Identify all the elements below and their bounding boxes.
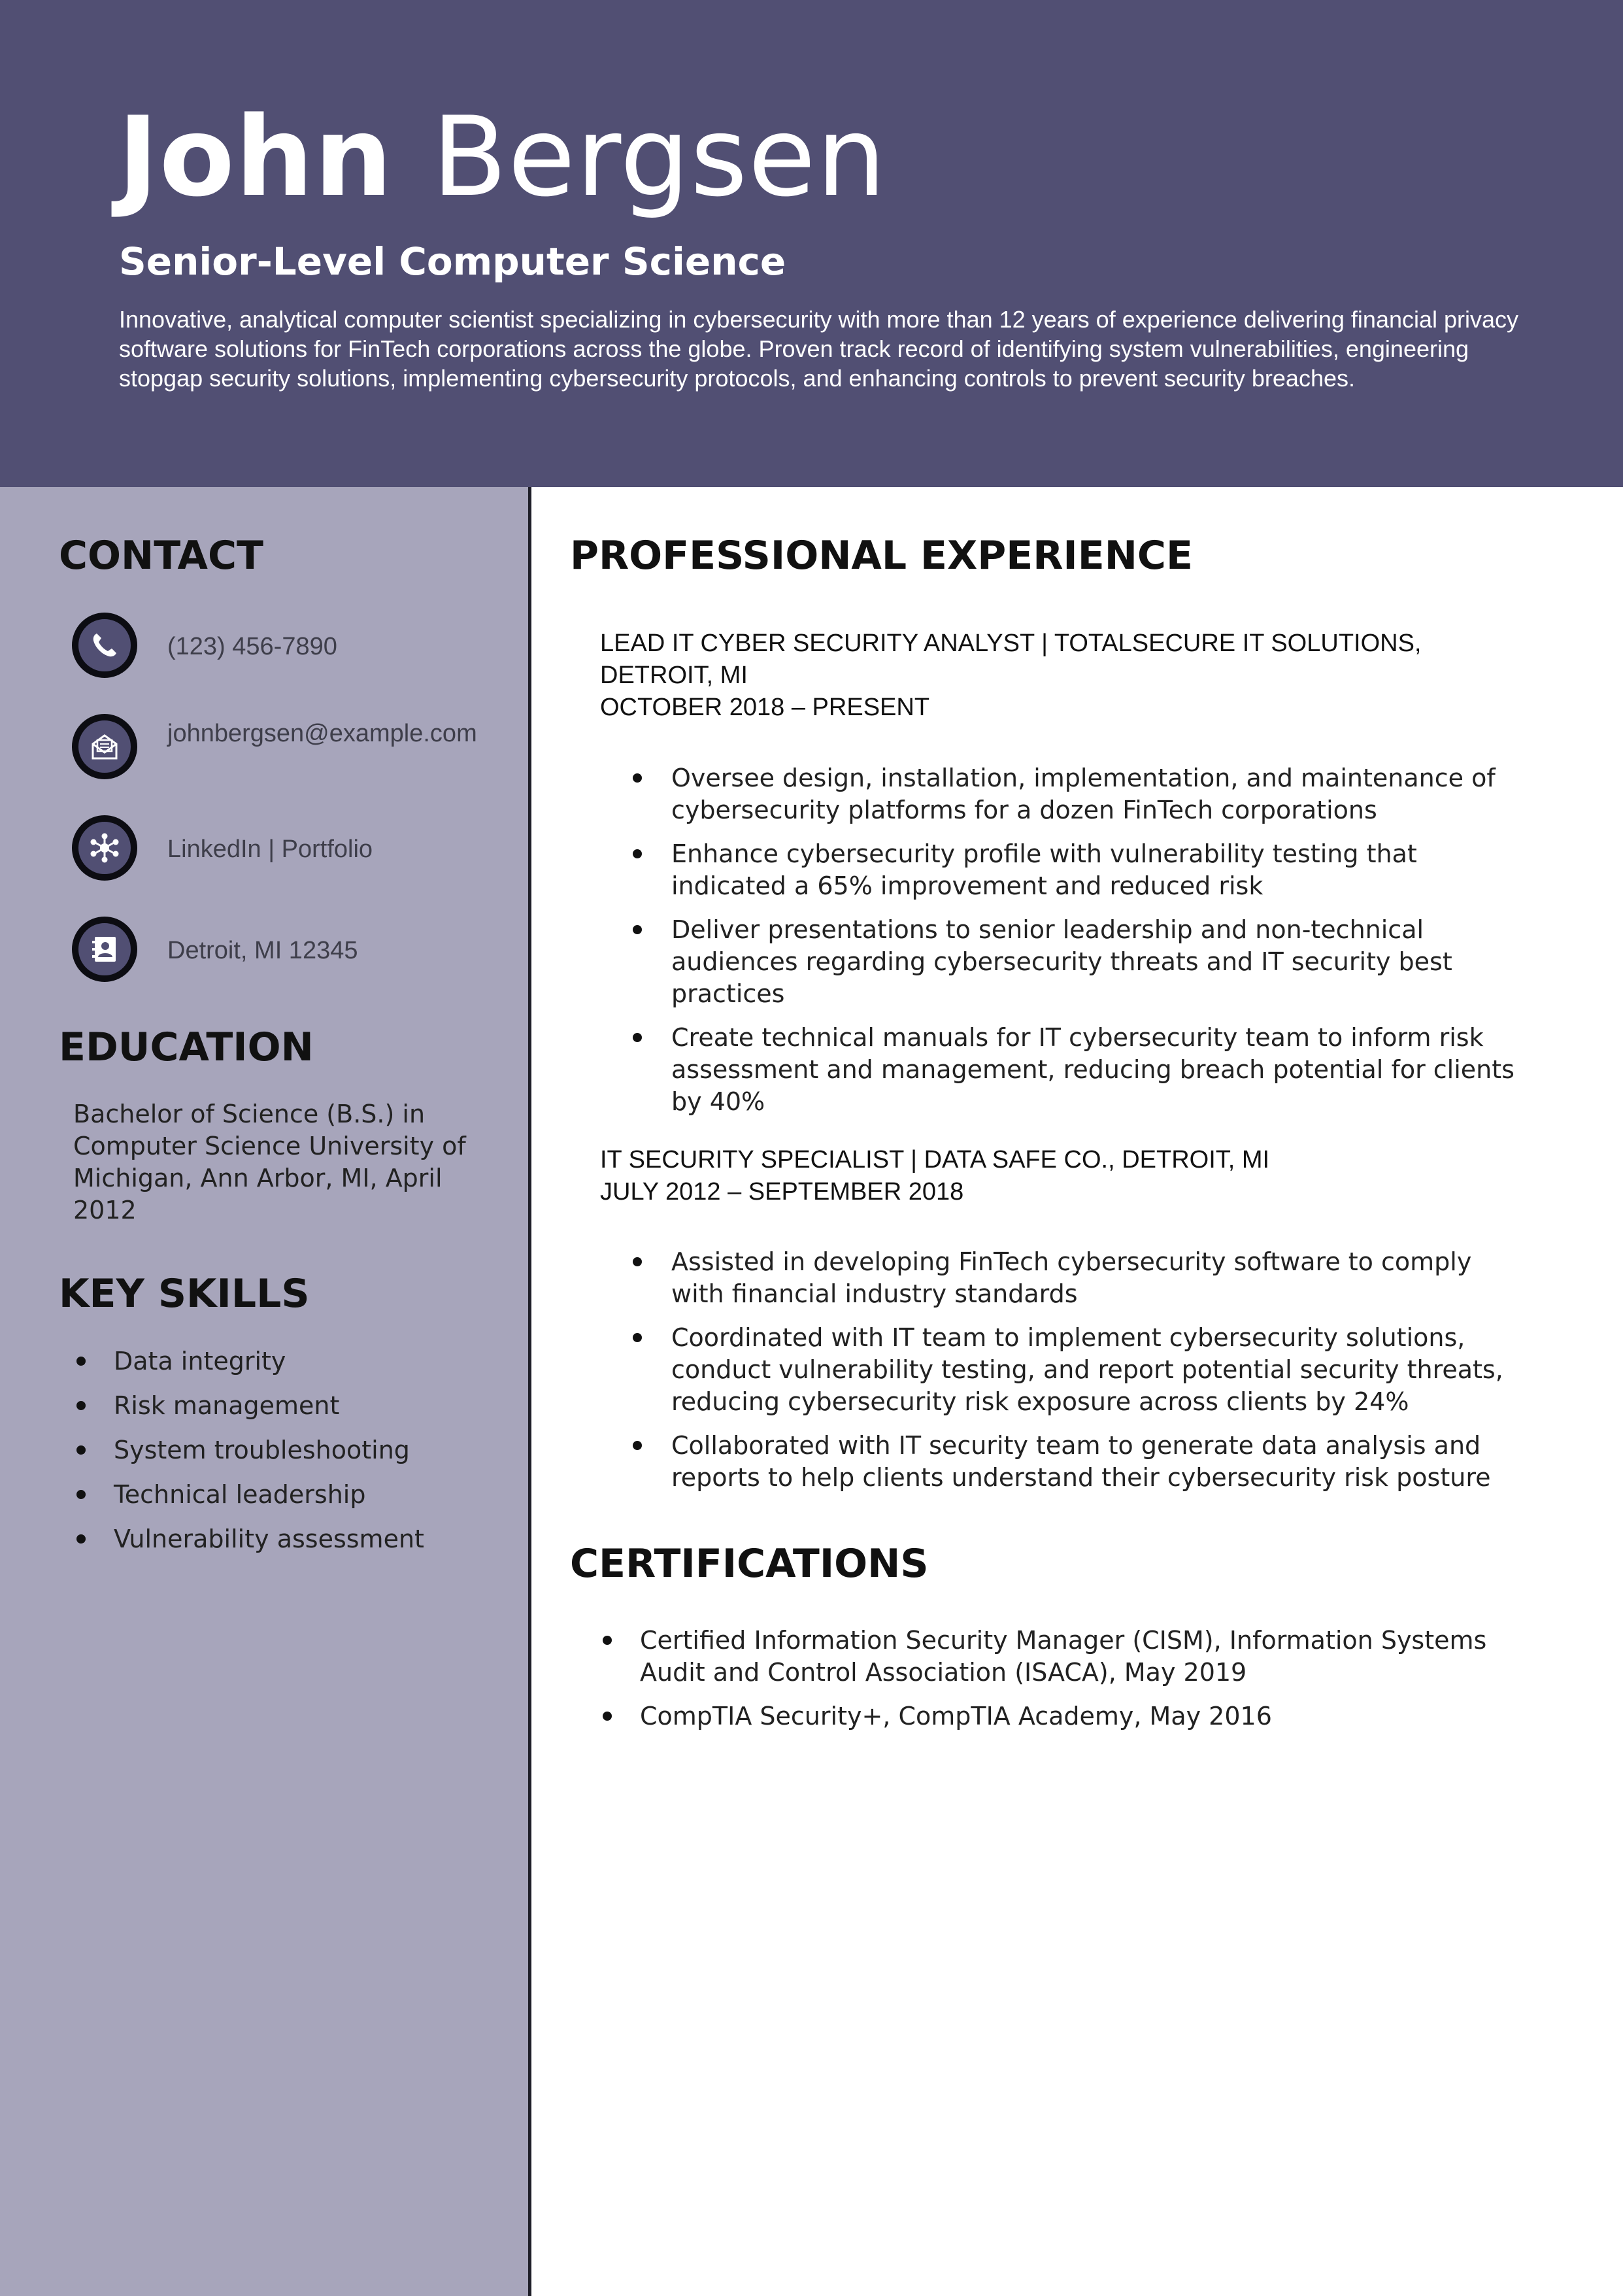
bullet-icon <box>633 1333 642 1342</box>
email-icon <box>72 714 137 779</box>
list-item: Create technical manuals for IT cybersecurity team to inform risk assessment and management, reducing breach potential for clients by 40% <box>600 1022 1528 1118</box>
list-item: Technical leadership <box>73 1472 498 1517</box>
list-item: Assisted in developing FinTech cybersecurity software to comply with financial industry standards <box>600 1246 1528 1310</box>
last-name: Bergsen <box>431 93 887 221</box>
network-icon <box>72 815 137 881</box>
list-item: Collaborated with IT security team to generate data analysis and reports to help clients understand their cybersecurity risk posture <box>600 1430 1528 1494</box>
bullet-icon <box>633 773 642 783</box>
candidate-name <box>118 92 886 222</box>
job-1-title: LEAD IT CYBER SECURITY ANALYST | TOTALSECURE IT SOLUTIONS, DETROIT, MI <box>600 630 1422 689</box>
links-text[interactable]: LinkedIn | Portfolio <box>167 836 373 863</box>
bullet-icon <box>76 1445 86 1455</box>
contact-heading: CONTACT <box>59 533 263 579</box>
list-item: Enhance cybersecurity profile with vulnerability testing that indicated a 65% improvement and reduced risk <box>600 838 1528 902</box>
list-item: Certified Information Security Manager (CISM), Information Systems Audit and Control Association (ISACA), May 2019 <box>570 1625 1528 1689</box>
education-details: Bachelor of Science (B.S.) in Computer Science University of Michigan, Ann Arbor, MI, April 2012 <box>73 1100 466 1224</box>
list-item: Data integrity <box>73 1339 498 1383</box>
list-item: System troubleshooting <box>73 1428 498 1472</box>
email-text[interactable]: johnbergsen@example.com <box>167 720 477 747</box>
bullet-icon <box>633 1257 642 1266</box>
contact-phone <box>72 613 503 691</box>
key-skills-list <box>73 1339 498 1561</box>
job-2-title: IT SECURITY SPECIALIST | DATA SAFE CO., DETROIT, MI <box>600 1146 1270 1173</box>
list-item: CompTIA Security+, CompTIA Academy, May 2016 <box>570 1700 1528 1732</box>
job-title: Senior-Level Computer Science <box>119 239 786 284</box>
address-icon <box>72 917 137 982</box>
bullet-icon <box>76 1357 86 1366</box>
bullet-icon <box>76 1534 86 1544</box>
job-2-dates: JULY 2012 – SEPTEMBER 2018 <box>600 1178 964 1206</box>
job-2-header <box>600 1144 1528 1208</box>
job-1-header <box>600 628 1528 724</box>
list-item: Risk management <box>73 1383 498 1428</box>
job-2-bullets <box>600 1246 1528 1506</box>
contact-email <box>72 714 503 792</box>
key-skills-heading: KEY SKILLS <box>59 1271 310 1317</box>
bullet-icon <box>633 849 642 858</box>
phone-icon <box>72 613 137 678</box>
bullet-icon <box>633 1033 642 1042</box>
bullet-icon <box>76 1401 86 1410</box>
professional-summary: Innovative, analytical computer scientist specializing in cybersecurity with more than 12 years of experience delivering financial privacy software solutions for FinTech corporations across the globe. Proven track record of identifying system vulnerabilities, engineering stopgap security solutions, implementing cybersecurity protocols, and enhancing controls to prevent security breaches. <box>119 306 1519 392</box>
resume-header <box>0 0 1623 487</box>
list-item: Coordinated with IT team to implement cybersecurity solutions, conduct vulnerability testing, and report potential security threats, reducing cybersecurity risk exposure across clients by 24% <box>600 1322 1528 1418</box>
bullet-icon <box>76 1490 86 1499</box>
first-name: John <box>118 93 393 221</box>
certifications-heading: CERTIFICATIONS <box>570 1541 929 1587</box>
job-1-bullets <box>600 762 1528 1130</box>
education-heading: EDUCATION <box>59 1024 314 1070</box>
address-text: Detroit, MI 12345 <box>167 937 358 964</box>
experience-heading: PROFESSIONAL EXPERIENCE <box>570 533 1193 579</box>
contact-address <box>72 917 503 995</box>
certifications-list <box>570 1625 1528 1744</box>
list-item: Oversee design, installation, implementation, and maintenance of cybersecurity platforms for a dozen FinTech corporations <box>600 762 1528 826</box>
bullet-icon <box>603 1636 612 1645</box>
bullet-icon <box>603 1712 612 1721</box>
list-item: Vulnerability assessment <box>73 1517 498 1561</box>
phone-text[interactable]: (123) 456-7890 <box>167 633 337 660</box>
contact-links <box>72 815 503 894</box>
job-1-dates: OCTOBER 2018 – PRESENT <box>600 694 930 721</box>
list-item: Deliver presentations to senior leadership and non-technical audiences regarding cybersecurity threats and IT security best practices <box>600 914 1528 1010</box>
bullet-icon <box>633 1441 642 1450</box>
bullet-icon <box>633 925 642 934</box>
